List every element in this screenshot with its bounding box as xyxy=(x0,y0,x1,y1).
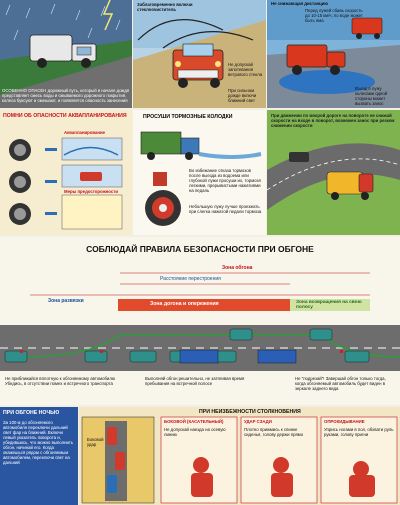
aquaplaning-illustration xyxy=(0,110,132,235)
wipers-caption-mid2: При сильном дожде включи ближний свет xyxy=(228,88,257,103)
zone-pass-label: Зона догона и опережения xyxy=(150,301,219,307)
panel-collision xyxy=(79,407,400,505)
rain-road-caption: ОСОБЕННО ОПАСЕН дорожный путь, который в начале дождя представляет смесь воды и смываемого дорожного покрытия, колеса буксуют и смешают, и появляется опасность занесения xyxy=(2,88,130,103)
side-text: Не допускай наезда на осевую линию xyxy=(164,427,226,437)
zone-approach-label: Зона развязки xyxy=(48,298,84,304)
panel-puddle xyxy=(267,0,400,108)
collision-title: ПРИ НЕИЗБЕЖНОСТИ СТОЛКНОВЕНИЯ xyxy=(199,409,301,415)
puddle-caption-top2: Перед лужей сбавь скорость до 10-15 км/ч, по воде может быть яма xyxy=(305,8,363,23)
wet-curve-illustration xyxy=(267,110,400,235)
overtake-note3: Не "подрезай"! Завершай обгон только тогда, когда обгоняемый автомобиль будет виден в зеркале заднего вида xyxy=(295,376,386,391)
panel-brakes xyxy=(133,110,266,235)
wipers-caption-top: Заблаговременно включи стеклоочиститель xyxy=(137,2,193,12)
zone-overtake-label: Зона обгона xyxy=(222,265,253,271)
side-title: БОКОВОЙ (КАСАТЕЛЬНЫЙ) xyxy=(164,419,224,424)
distance-label: Расстояние перестроения xyxy=(160,276,221,282)
rear-text: Плотно прижмись к спинке сиденья, голову держи прямо xyxy=(244,427,304,437)
wet-curve-caption: При движении по мокрой дороге на повороте не снижай скорости на входе в поворот, возможен занос при резком снижении скорости xyxy=(271,113,395,128)
wipers-caption-mid1: Не допускай запотевания ветрового стекла xyxy=(228,62,263,77)
roll-title: ОПРОКИДЫВАНИЕ xyxy=(324,419,365,424)
brakes-text2: Небольшую лужу лучше проезжать при слегка нажатой педали тормоза xyxy=(189,204,262,214)
night-text: За 100 м до обгоняемого автомобиля переключи дальний свет фар на ближний. Включи левый указатель поворота и, убедившись, что можно выполнить обгон, начинай его. Когда окажешься рядом с обгоняемым автомобилем, переключи свет на дальний xyxy=(3,420,74,465)
panel-night-overtake xyxy=(0,407,78,505)
roll-text: Упрись ногами в пол, обхвати руль руками, голову пригни xyxy=(324,427,394,437)
rear-title: УДАР СЗАДИ xyxy=(244,419,272,424)
brakes-text1: Во избежание отказа тормозов после выезда из водоема или глубокой лужи просуши их, тормозя легкими, прерывистыми нажатиями на педаль xyxy=(189,168,261,193)
puddle-caption-bottom: Въезд в лужу колесами одной стороны может вызвать занос xyxy=(355,86,388,106)
overtake-note1: Не приближайся вплотную к обгоняемому автомобилю Убедись, в отсутствии помех и встречного транспорта xyxy=(5,376,116,386)
panel-rain-road xyxy=(0,0,132,108)
panel-wipers xyxy=(133,0,266,108)
overtake-note2: Выполняй обгон решительно, не затягивая время пребывания на встречной полосе xyxy=(145,376,245,386)
zone-return-label: Зона возвращения на свою полосу xyxy=(296,300,362,310)
overtaking-title: СОБЛЮДАЙ ПРАВИЛА БЕЗОПАСНОСТИ ПРИ ОБГОНЕ xyxy=(86,244,314,254)
night-title: ПРИ ОБГОНЕ НОЧЬЮ xyxy=(3,410,60,416)
panel-overtaking xyxy=(0,237,400,405)
collision-side-label: Боковой удар xyxy=(87,437,104,447)
panel-wet-curve xyxy=(267,110,400,235)
aquaplaning-label1: Аквапланирование xyxy=(64,130,106,135)
brakes-title: ПРОСУШИ ТОРМОЗНЫЕ КОЛОДКИ xyxy=(143,114,233,120)
puddle-caption-top: Не снижающая дистанцию xyxy=(271,1,329,6)
aquaplaning-title: ПОМНИ ОБ ОПАСНОСТИ АКВАПЛАНИРОВАНИЯ xyxy=(3,113,127,119)
panel-aquaplaning xyxy=(0,110,132,235)
aquaplaning-label2: Меры предосторожности xyxy=(64,189,118,194)
